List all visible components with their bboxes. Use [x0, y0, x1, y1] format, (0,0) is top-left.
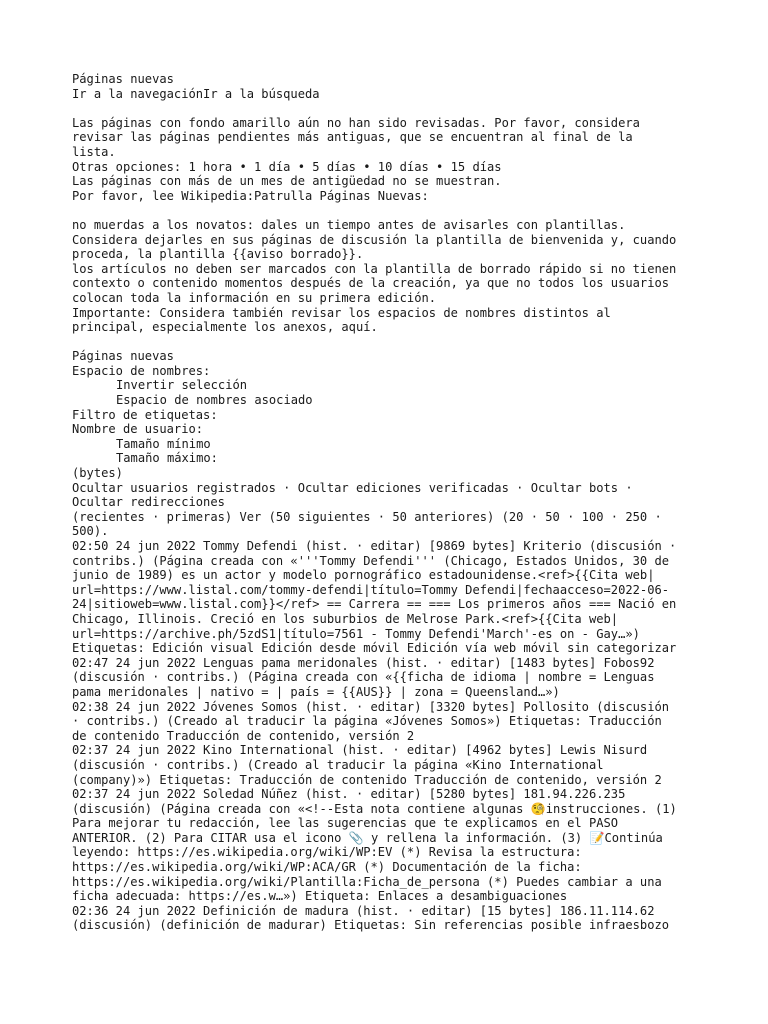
filter-form: [72, 349, 712, 539]
entry-line: https://es.wikipedia.org/wiki/Plantilla:Ficha_de_persona (*) Puedes cambiar a una: [72, 874, 662, 889]
bytes-label: (bytes): [72, 466, 123, 481]
guideline-line: contexto o contenido momentos después de la creación, ya que no todos los usuarios: [72, 276, 670, 291]
spacer: [72, 203, 712, 218]
entry-line: contribs.) (Página creada con «'''Tommy Defendi''' (Chicago, Estados Unidos, 30 de: [72, 553, 670, 568]
entry-line[interactable]: 02:37 24 jun 2022 Kino International (hist. · editar) [4962 bytes] Lewis Nisurd: [72, 743, 648, 758]
form-heading: Páginas nuevas: [72, 349, 174, 364]
invert-selection-checkbox[interactable]: Invertir selección: [116, 378, 248, 393]
entry-line: (discusión · contribs.) (Creado al traducir la página «Kino International: [72, 757, 604, 772]
spacer: [72, 101, 712, 116]
entry-line: (discusión) (definición de madurar) Etiquetas: Sin referencias posible infraesbozo: [72, 918, 670, 933]
time-options[interactable]: Otras opciones: 1 hora • 1 día • 5 días • 10 días • 15 días: [72, 159, 502, 174]
entry-line: Chicago, Illinois. Creció en los suburbios de Melrose Park.<ref>{{Cita web|: [72, 611, 619, 626]
username-label: Nombre de usuario:: [72, 422, 204, 437]
intro-line: revisar las páginas pendientes más antiguas, que se encuentran al final de la: [72, 130, 633, 145]
namespace-label: Espacio de nombres:: [72, 363, 211, 378]
guideline-line: Considera dejarles en sus páginas de discusión la plantilla de bienvenida y, cuando: [72, 232, 677, 247]
entry-line: · contribs.) (Creado al traducir la página «Jóvenes Somos») Etiquetas: Traducción: [72, 714, 662, 729]
hide-redirects-toggle[interactable]: Ocultar redirecciones: [72, 495, 225, 510]
guideline-line: los artículos no deben ser marcados con la plantilla de borrado rápido si no tienen: [72, 261, 677, 276]
page-title: Páginas nuevas: [72, 72, 174, 86]
intro-section: [72, 116, 712, 204]
list-item: [72, 787, 712, 904]
entry-line: leyendo: https://es.wikipedia.org/wiki/WP:EV (*) Revisa la estructura:: [72, 845, 582, 860]
list-item: [72, 904, 712, 933]
paging-controls[interactable]: (recientes · primeras) Ver (50 siguientes · 50 anteriores) (20 · 50 · 100 · 250 ·: [72, 509, 662, 524]
entry-line: Etiquetas: Edición visual Edición desde móvil Edición vía web móvil sin categorizar: [72, 641, 677, 656]
entry-line: https://es.wikipedia.org/wiki/WP:ACA/GR (*) Documentación de la ficha:: [72, 860, 582, 875]
intro-line: Las páginas con fondo amarillo aún no han sido revisadas. Por favor, considera: [72, 115, 640, 130]
guideline-line: principal, especialmente los anexos, aquí.: [72, 320, 378, 335]
min-size-option[interactable]: Tamaño mínimo: [116, 436, 211, 451]
guideline-line: colocan toda la información en su primera edición.: [72, 290, 437, 305]
list-item: [72, 743, 712, 787]
entry-line: ficha adecuada: https://es.w…») Etiqueta: Enlaces a desambiguaciones: [72, 889, 568, 904]
guidelines-section: [72, 218, 712, 335]
intro-line: lista.: [72, 144, 116, 159]
list-item: [72, 656, 712, 700]
tag-filter-label: Filtro de etiquetas:: [72, 407, 218, 422]
entry-line: 24|sitioweb=www.listal.com}}</ref> == Carrera == === Los primeros años === Nació en: [72, 597, 677, 612]
guideline-line: no muerdas a los novatos: dales un tiempo antes de avisarles con plantillas.: [72, 217, 626, 232]
entry-line[interactable]: 02:36 24 jun 2022 Definición de madura (hist. · editar) [15 bytes] 186.11.114.62: [72, 903, 655, 918]
age-note: Las páginas con más de un mes de antigüedad no se muestran.: [72, 174, 502, 189]
entry-line: (company)») Etiquetas: Traducción de contenido Traducción de contenido, versión 2: [72, 772, 662, 787]
entry-line: pama meridonales | nativo = | país = {{AUS}} | zona = Queensland…»): [72, 684, 560, 699]
list-item: [72, 539, 712, 656]
guideline-line: proceda, la plantilla {{aviso borrado}}.: [72, 247, 364, 262]
new-pages-list: [72, 539, 712, 933]
entry-line: ANTERIOR. (2) Para CITAR usa el icono 📎 y rellena la información. (3) 📝Continúa: [72, 830, 663, 845]
patrol-link-line[interactable]: Por favor, lee Wikipedia:Patrulla Páginas Nuevas:: [72, 188, 429, 203]
spacer: [72, 335, 712, 350]
list-item: [72, 700, 712, 744]
associated-namespace-checkbox[interactable]: Espacio de nombres asociado: [116, 393, 313, 408]
guideline-line: Importante: Considera también revisar los espacios de nombres distintos al: [72, 305, 611, 320]
entry-line[interactable]: 02:47 24 jun 2022 Lenguas pama meridonales (hist. · editar) [1483 bytes] Fobos92: [72, 655, 655, 670]
skip-links[interactable]: Ir a la navegaciónIr a la búsqueda: [72, 86, 320, 101]
entry-line: url=https://www.listal.com/tommy-defendi|título=Tommy Defendi|fechaacceso=2022-06-: [72, 582, 670, 597]
entry-line: Para mejorar tu redacción, lee las sugerencias que te explicamos en el PASO: [72, 816, 619, 831]
entry-line: junio de 1989) es un actor y modelo pornográfico estadounidense.<ref>{{Cita web|: [72, 568, 655, 583]
entry-line[interactable]: 02:37 24 jun 2022 Soledad Núñez (hist. · editar) [5280 bytes] 181.94.226.235: [72, 787, 626, 802]
entry-line: de contenido Traducción de contenido, versión 2: [72, 728, 415, 743]
paging-controls[interactable]: 500).: [72, 524, 109, 539]
entry-line: (discusión · contribs.) (Página creada con «{{ficha de idioma | nombre = Lenguas: [72, 670, 655, 685]
document-page: [72, 72, 712, 933]
hide-toggles[interactable]: Ocultar usuarios registrados · Ocultar ediciones verificadas · Ocultar bots ·: [72, 480, 633, 495]
max-size-option[interactable]: Tamaño máximo:: [116, 451, 218, 466]
entry-line: url=https://archive.ph/5zdS1|título=7561 - Tommy Defendi'March'-es on - Gay…»): [72, 626, 640, 641]
entry-line: (discusión) (Página creada con «<!--Esta nota contiene algunas 🧐instrucciones. (1): [72, 801, 677, 816]
entry-line[interactable]: 02:38 24 jun 2022 Jóvenes Somos (hist. · editar) [3320 bytes] Pollosito (discusión: [72, 699, 670, 714]
entry-line[interactable]: 02:50 24 jun 2022 Tommy Defendi (hist. · editar) [9869 bytes] Kriterio (discusión ·: [72, 539, 677, 553]
